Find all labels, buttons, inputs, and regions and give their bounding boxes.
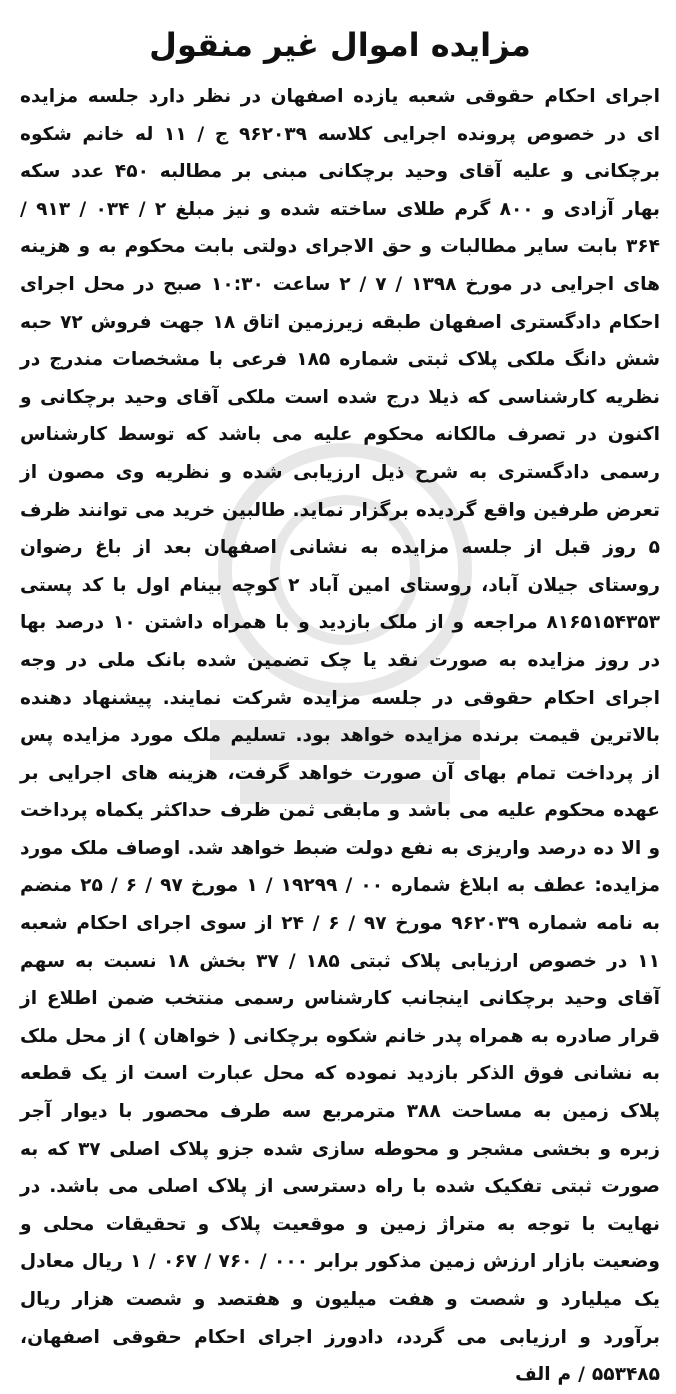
notice-body: اجرای احکام حقوقی شعبه یازده اصفهان در نظر دارد جلسه مزایده ای در خصوص پرونده اجرایی کلاسه ۹۶۲۰۳۹ ج / ۱۱ له خانم شکوه برچکانی و علیه آقای وحید برچکانی مبنی بر مطالبه ۴۵۰ عدد سکه بهار آزادی و ۸۰۰ گرم طلای ساخته شده و نیز مبلغ ۲ / ۰۳۴ / ۹۱۳ / ۳۶۴ بابت سایر مطالبات و حق الاجرای دولتی بابت محکوم به و هزینه های اجرایی در مورخ ۱۳۹۸ / ۷ / ۲ ساعت ۱۰:۳۰ صبح در محل اجرای احکام دادگستری اصفهان طبقه زیرزمین اتاق ۱۸ جهت فروش ۷۲ حبه شش دانگ ملکی پلاک ثبتی شماره ۱۸۵ فرعی با مشخصات مندرج در نظریه کارشناسی که ذیلا درج شده است ملکی آقای وحید برچکانی و اکنون در تصرف مالکانه محکوم علیه می باشد که توسط کارشناس رسمی دادگستری به شرح ذیل ارزیابی شده و نظریه وی مصون از تعرض طرفین واقع گردیده برگزار نماید. طالبین خرید می توانند ظرف ۵ روز قبل از جلسه مزایده به نشانی اصفهان بعد از باغ رضوان روستای جیلان آباد، روستای امین آباد ۲ کوچه بینام اول با کد پستی ۸۱۶۵۱۵۴۳۵۳ مراجعه و از ملک بازدید و با همراه داشتن ۱۰ درصد بها در روز مزایده به صورت نقد یا چک تضمین شده بانک ملی در وجه اجرای احکام حقوقی در جلسه مزایده شرکت نمایند. پیشنهاد دهنده بالاترین قیمت برنده مزایده خواهد بود. تسلیم ملک مورد مزایده پس از پرداخت تمام بهای آن صورت خواهد گرفت، هزینه های اجرایی بر عهده محکوم علیه می باشد و مابقی ثمن ظرف حداکثر یکماه پرداخت و الا ده درصد واریزی به نفع دولت ضبط خواهد شد. اوصاف ملک مورد مزایده: عطف به ابلاغ شماره ۰۰ / ۱۹۲۹۹ / ۱ مورخ ۹۷ / ۶ / ۲۵ منضم به نامه شماره ۹۶۲۰۳۹ مورخ ۹۷ / ۶ / ۲۴ از سوی اجرای احکام شعبه ۱۱ در خصوص ارزیابی پلاک ثبتی ۱۸۵ / ۳۷ بخش ۱۸ نسبت به سهم آقای وحید برچکانی اینجانب کارشناس رسمی منتخب ضمن اطلاع از قرار صادره به همراه پدر خانم شکوه برچکانی ( خواهان ) از محل ملک به نشانی فوق الذکر بازدید نموده که محل عبارت است از یک قطعه پلاک زمین به مساحت ۳۸۸ مترمربع سه طرف محصور با دیوار آجر زبره و بخشی مشجر و محوطه سازی شده جزو پلاک اصلی ۳۷ که به صورت ثبتی تفکیک شده با راه دسترسی از پلاک اصلی می باشد. در نهایت با توجه به متراژ زمین و موقعیت پلاک و تحقیقات محلی و وضعیت بازار ارزش زمین مذکور برابر ۰۰۰ / ۷۶۰ / ۰۶۷ / ۱ ریال معادل یک میلیارد و شصت و هفت میلیون و هفتصد و شصت هزار ریال برآورد و ارزیابی می گردد، دادورز اجرای احکام حقوقی اصفهان، ۵۵۳۴۸۵ / م الف: [20, 86, 661, 1386]
notice-title: مزایده اموال غیر منقول: [149, 26, 531, 64]
